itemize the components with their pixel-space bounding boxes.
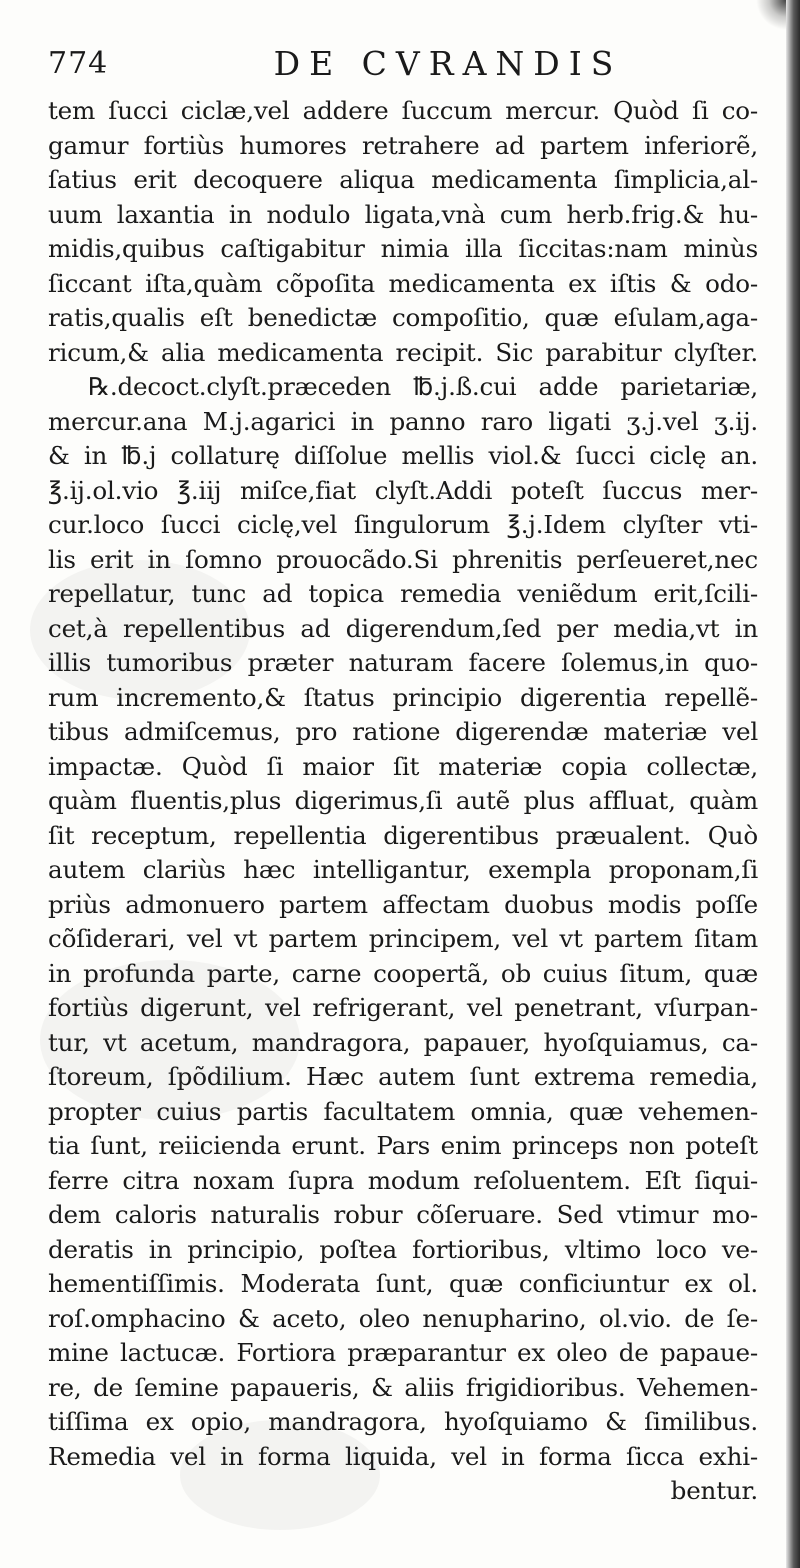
text-line: quàm fluentis,plus digerimus,ſi autẽ plus affluat, quàm [48,786,758,815]
text-line: midis,quibus caſtigabitur nimia illa ſiccitas:nam minùs [48,234,758,263]
binding-edge [786,0,800,1568]
text-line: ferre citra noxam ſupra modum reſoluentem. Eſt ſiqui- [48,1165,758,1195]
text-line: priùs admonuero partem affectam duobus modis poſſe [48,889,758,919]
text-line: cur.loco ſucci ciclę,vel ſingulorum ℥.j.Idem clyſter vti- [48,510,758,539]
text-line: ratis,qualis eſt benedictæ compoſitio, quæ eſulam,aga- [48,303,758,332]
text-line: ricum,& alia medicamenta recipit. Sic parabitur clyſter. [48,337,758,367]
text-line: autem clariùs hæc intelligantur, exempla proponam,ſi [48,855,758,884]
text-line: cet,à repellentibus ad digerendum,ſed per media,vt in [48,613,758,643]
text-line: ſit receptum, repellentia digerentibus præualent. Quò [48,820,758,850]
text-line: illis tumoribus præter naturam facere ſolemus,in quo- [48,648,758,677]
body-text [48,94,758,1509]
text-line: lis erit in ſomno prouocãdo.Si phrenitis perſeueret,nec [48,544,758,574]
text-line: tem ſucci ciclæ,vel addere ſuccum mercur. Quòd ſi co- [48,96,758,125]
text-line: tiſſima ex opio, mandragora, hyoſquiamo & ſimilibus. [48,1407,758,1436]
text-line: uum laxantia in nodulo ligata,vnà cum herb.frig.& hu- [48,199,758,229]
text-line: fortiùs digerunt, vel refrigerant, vel penetrant, vſurpan- [48,993,758,1022]
text-line: mercur.ana M.j.agarici in panno raro ligati ʒ.j.vel ʒ.ij. [48,406,758,436]
page-number: 774 [48,46,109,81]
text-line: rum incremento,& ſtatus principio digerentia repellẽ- [48,682,758,712]
running-title: DE CVRANDIS [273,44,623,83]
text-line: hementiſſimis. Moderata ſunt, quæ conficiuntur ex ol. [48,1269,758,1298]
text-line: deratis in principio, poſtea fortioribus, vltimo loco ve- [48,1234,758,1264]
page-header [48,44,758,90]
text-line: Remedia vel in forma liquida, vel in forma ſicca exhi- [48,1441,758,1471]
text-line: in profunda parte, carne coopertã, ob cuius ſitum, quæ [48,958,758,988]
text-line: ℥.ij.ol.vio ℥.iij miſce,fiat clyſt.Addi poteſt ſuccus mer- [48,475,758,505]
text-line: ſiccant iſta,quàm cõpoſita medicamenta ex iſtis & odo- [48,268,758,298]
text-line: dem caloris naturalis robur cõſeruare. Sed vtimur mo- [48,1200,758,1229]
text-line: ſtoreum, ſpõdilium. Hæc autem ſunt extrema remedia, [48,1062,758,1091]
page-corner-shadow [756,0,786,30]
text-line: roſ.omphacino & aceto, oleo nenupharino, ol.vio. de ſe- [48,1303,758,1333]
text-line: ſatius erit decoquere aliqua medicamenta ſimplicia,al- [48,165,758,194]
text-line: tia ſunt, reiicienda erunt. Pars enim princeps non poteſt [48,1131,758,1160]
text-line: re, de ſemine papaueris, & aliis frigidioribus. Vehemen- [48,1372,758,1402]
text-line: tibus admiſcemus, pro ratione digerendæ materiæ vel [48,717,758,746]
text-line: bentur. [670,1476,758,1505]
text-line: repellatur, tunc ad topica remedia veniẽdum erit,ſcili- [48,579,758,608]
text-line: impactæ. Quòd ſi maior ſit materiæ copia collectæ, [48,751,758,781]
text-line: ℞.decoct.clyſt.præceden ℔.j.ß.cui adde parietariæ, [88,372,758,401]
text-line: cõſiderari, vel vt partem principem, vel vt partem ſitam [48,924,758,953]
text-line: tur, vt acetum, mandragora, papauer, hyoſquiamus, ca- [48,1027,758,1057]
text-line: propter cuius partis facultatem omnia, quæ vehemen- [48,1096,758,1126]
text-line: mine lactucæ. Fortiora præparantur ex oleo de papaue- [48,1338,758,1367]
text-line: & in ℔.j collaturę diſſolue mellis viol.& ſucci ciclę an. [48,441,758,470]
text-line: gamur fortiùs humores retrahere ad partem inferiorẽ, [48,130,758,160]
